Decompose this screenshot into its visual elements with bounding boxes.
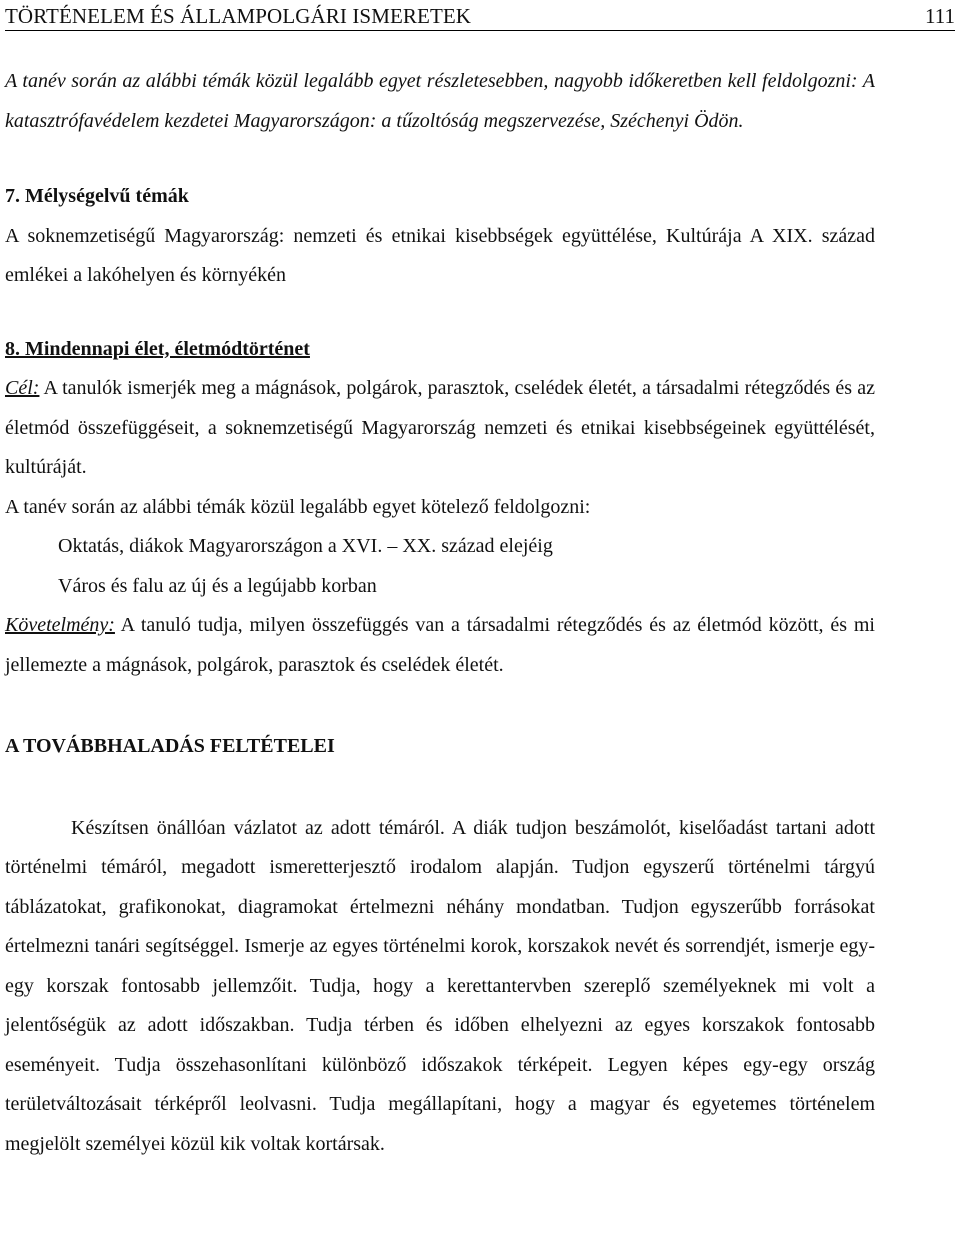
goal-paragraph [5, 369, 875, 488]
progression-text: Készítsen önállóan vázlatot az adott témáról. A diák tudjon beszámolót, kiselőadást tartani adott történelmi témáról, megadott ismeretterjesztő irodalom alapján. Tudjon egyszerű történelmi tárgyú táblázatokat, grafikonokat, diagramokat értelmezni néhány mondatban. Tudjon egyszerűbb forrásokat értelmezni tanári segítséggel. Ismerje az egyes történelmi korok, korszakok nevét és sorrendjét, ismerje egy-egy korszak fontosabb jellemzőit. Tudja, hogy a kerettantervben szereplő személyeknek mi volt a jelentőségük az adott időszakban. Tudja térben és időben elhelyezni az egyes korszakok fontosabb eseményeit. Tudja összehasonlítani különböző időszakok térképeit. Legyen képes egy-egy ország területváltozásait térképről leolvasni. Tudja megállapítani, hogy a magyar és egyetemes történelem megjelölt személyei közül kik voltak kortársak. [5, 816, 875, 1155]
section-7-heading: 7. Mélységelvű témák [5, 185, 189, 207]
intro-paragraph: A tanév során az alábbi témák közül legalább egyet részletesebben, nagyobb időkeretben kell feldolgozni: A katasztrófavédelem kezdetei Magyarországon: a tűzoltóság megszervezése, Széchenyi Ödön. [5, 70, 875, 132]
page-number: 111 [925, 4, 955, 28]
topics-list [5, 527, 875, 606]
goal-text: A tanulók ismerjék meg a mágnások, polgárok, parasztok, cselédek életét, a társadalmi rétegződés és az életmód összefüggéseit, a soknemzetiségű Magyarország nemzeti és etnikai kisebbségeinek együttélését, kultúráját. [5, 377, 875, 478]
requirement-label: Követelmény: [5, 614, 115, 636]
section-7-text: A soknemzetiségű Magyarország: nemzeti és etnikai kisebbségek együttélése, Kultúrája A XIX. század emlékei a lakóhelyen és környékén [5, 224, 875, 286]
requirement-text: A tanuló tudja, milyen összefüggés van a társadalmi rétegződés és az életmód között, és mi jellemezte a mágnások, polgárok, parasztok és cselédek életét. [5, 614, 875, 676]
header-title: TÖRTÉNELEM ÉS ÁLLAMPOLGÁRI ISMERETEK [5, 4, 472, 28]
progression-heading: A TOVÁBBHALADÁS FELTÉTELEI [5, 735, 335, 757]
topics-intro: A tanév során az alábbi témák közül legalább egyet kötelező feldolgozni: [5, 495, 591, 518]
document-body [5, 62, 875, 1164]
requirement-paragraph [5, 606, 875, 685]
list-item: Város és falu az új és a legújabb korban [58, 574, 377, 597]
section-8-heading: 8. Mindennapi élet, életmódtörténet [5, 337, 310, 360]
goal-label: Cél: [5, 377, 40, 399]
page-header [5, 2, 955, 31]
list-item: Oktatás, diákok Magyarországon a XVI. – XX. század elejéig [58, 535, 553, 557]
